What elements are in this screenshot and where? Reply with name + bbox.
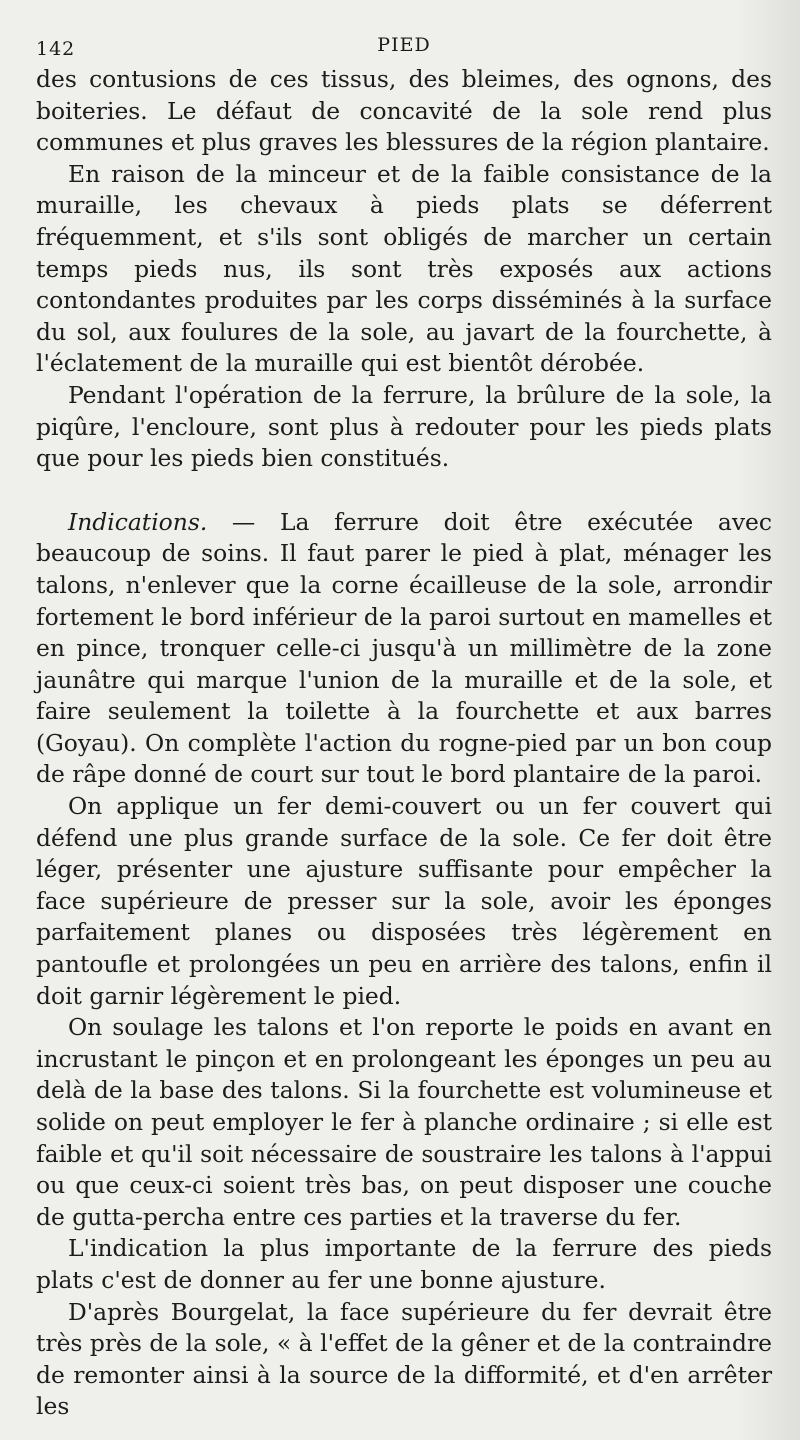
- paragraph-muraille: En raison de la minceur et de la faible consistance de la muraille, les chevaux à pieds plats se déferrent fréquemment, et s'ils sont obligés de marcher un certain temps pieds nus, ils sont très exposés aux actions contondantes produites par les corps disséminés à la surface du sol, aux foulures de la sole, au javart de la fourchette, à l'éclatement de la muraille qui est bientôt dérobée.: [36, 159, 772, 378]
- paragraph-ajusture: L'indication la plus importante de la ferrure des pieds plats c'est de donner au fer une bonne ajusture.: [36, 1234, 772, 1294]
- paragraph-continuation: des contusions de ces tissus, des bleimes, des ognons, des boiteries. Le défaut de concavité de la sole rend plus communes et plus graves les blessures de la région plantaire.: [36, 65, 772, 157]
- body-text: [36, 64, 772, 1423]
- paragraph-fer-couvert: On applique un fer demi-couvert ou un fer couvert qui défend une plus grande surface de la sole. Ce fer doit être léger, présenter une ajusture suffisante pour empêcher la face supérieure de presser sur la sole, avoir les éponges parfaitement planes ou disposées très légèrement en pantoufle et prolongées un peu en arrière des talons, enfin il doit garnir légèrement le pied.: [36, 792, 772, 1010]
- indications-heading: Indications.: [68, 507, 208, 536]
- paragraph-indications: [36, 507, 772, 791]
- paragraph-ferrure-risks: Pendant l'opération de la ferrure, la brûlure de la sole, la piqûre, l'encloure, sont plus à redouter pour les pieds plats que pour les pieds bien constitués.: [36, 380, 772, 473]
- section-gap: [36, 475, 772, 507]
- paragraph-bourgelat: D'après Bourgelat, la face supérieure du fer devrait être très près de la sole, « à l'effet de la gêner et de la contraindre de remonter ainsi à la source de la difformité, et d'en arrêter les: [36, 1297, 772, 1421]
- page-number: 142: [36, 38, 76, 60]
- indications-text: La ferrure doit être exécutée avec beaucoup de soins. Il faut parer le pied à plat, ménager les talons, n'enlever que la corne écailleuse de la sole, arrondir fortement le bord inférieur de la paroi surtout en mamelles et en pince, tronquer celle-ci jusqu'à un millimètre de la zone jaunâtre qui marque l'union de la muraille et de la sole, et faire seulement la toilette à la fourchette et aux barres (Goyau). On complète l'action du rogne-pied par un bon coup de râpe donné de court sur tout le bord plantaire de la paroi.: [36, 507, 772, 789]
- running-title: PIED: [377, 34, 431, 56]
- running-head: [36, 30, 772, 64]
- paragraph-soulage-talons: On soulage les talons et l'on reporte le poids en avant en incrustant le pinçon et en prolongeant les éponges un peu au delà de la base des talons. Si la fourchette est volumineuse et solide on peut employer le fer à planche ordinaire ; si elle est faible et qu'il soit nécessaire de soustraire les talons à l'appui ou que ceux-ci soient très bas, on peut disposer une couche de gutta-percha entre ces parties et la traverse du fer.: [36, 1013, 772, 1231]
- indications-dash: —: [207, 507, 280, 536]
